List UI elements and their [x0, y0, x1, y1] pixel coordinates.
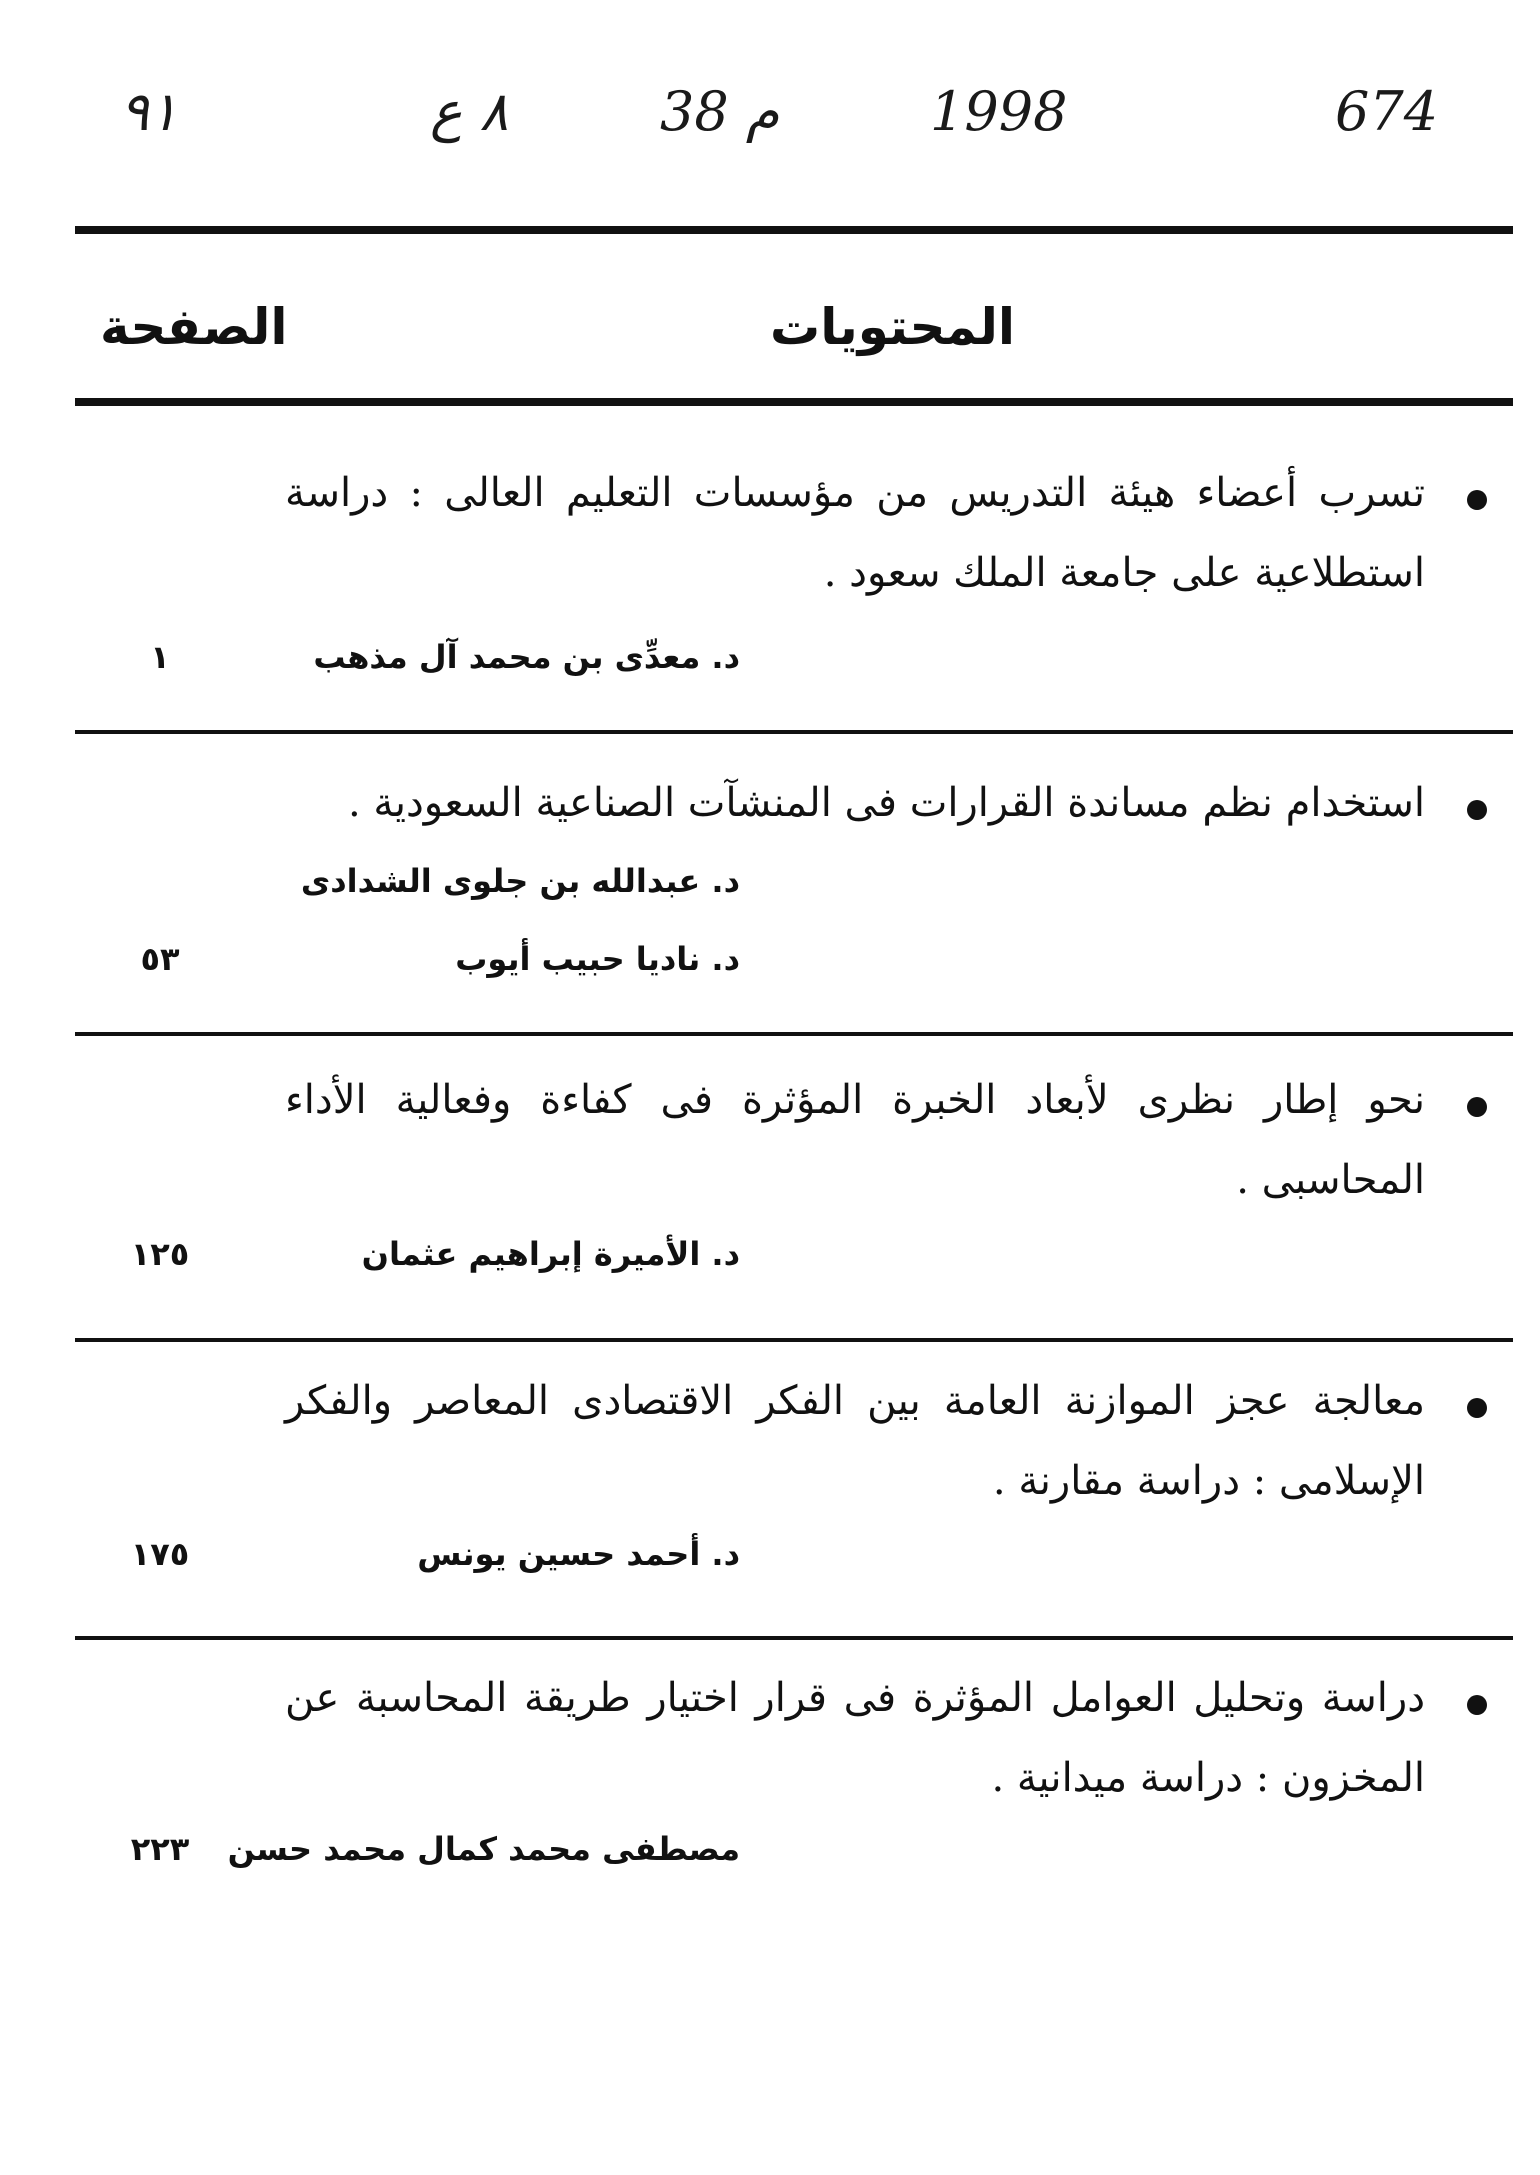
entry-title-line: تسرب أعضاء هيئة التدريس من مؤسسات التعليم العالى : دراسة — [285, 470, 1425, 516]
entry-author: د. معدِّى بن محمد آل مذهب — [313, 638, 740, 676]
entry-title-line: المخزون : دراسة ميدانية . — [991, 1755, 1425, 1801]
entry-page-number: ١ — [150, 638, 170, 676]
bullet-icon — [1467, 1097, 1487, 1117]
entry-title-line: استخدام نظم مساندة القرارات فى المنشآت الصناعية السعودية . — [347, 780, 1425, 826]
entry-title-line: معالجة عجز الموازنة العامة بين الفكر الاقتصادى المعاصر والفكر — [285, 1378, 1425, 1424]
entry-page-number: ٥٣ — [140, 940, 180, 978]
entry-page-number: ١٧٥ — [130, 1535, 190, 1573]
handwritten-note-year: 1998 — [930, 80, 1068, 143]
entry-divider — [75, 1338, 1513, 1342]
entry-divider — [75, 1636, 1513, 1640]
entry-author: د. ناديا حبيب أيوب — [455, 940, 740, 978]
bullet-icon — [1467, 490, 1487, 510]
entry-title-line: استطلاعية على جامعة الملك سعود . — [823, 550, 1425, 596]
entry-title-line: نحو إطار نظرى لأبعاد الخبرة المؤثرة فى كفاءة وفعالية الأداء — [285, 1077, 1425, 1123]
entry-author: د. أحمد حسين يونس — [417, 1535, 740, 1573]
header-bottom-rule — [75, 398, 1513, 406]
entry-author: د. عبدالله بن جلوى الشدادى — [300, 862, 740, 900]
entry-title-line: دراسة وتحليل العوامل المؤثرة فى قرار اختيار طريقة المحاسبة عن — [285, 1675, 1425, 1721]
handwritten-note-mid2: 38 م — [660, 80, 780, 143]
handwritten-note-mid1: ٨ ع — [430, 80, 509, 143]
header-top-rule — [75, 226, 1513, 234]
bullet-icon — [1467, 1398, 1487, 1418]
page-title: المحتويات — [770, 298, 1016, 356]
page-column-heading: الصفحة — [100, 298, 288, 356]
entry-author: د. الأميرة إبراهيم عثمان — [361, 1235, 740, 1273]
handwritten-note-left: ٩١ — [120, 80, 179, 143]
entry-author: مصطفى محمد كمال محمد حسن — [227, 1830, 740, 1868]
handwritten-note-right: 674 — [1335, 80, 1439, 143]
entry-page-number: ١٢٥ — [130, 1235, 190, 1273]
entry-divider — [75, 730, 1513, 734]
entry-divider — [75, 1032, 1513, 1036]
bullet-icon — [1467, 800, 1487, 820]
entry-title-line: المحاسبى . — [1236, 1157, 1425, 1203]
bullet-icon — [1467, 1695, 1487, 1715]
entry-page-number: ٢٢٣ — [130, 1830, 190, 1868]
entry-title-line: الإسلامى : دراسة مقارنة . — [992, 1458, 1425, 1504]
